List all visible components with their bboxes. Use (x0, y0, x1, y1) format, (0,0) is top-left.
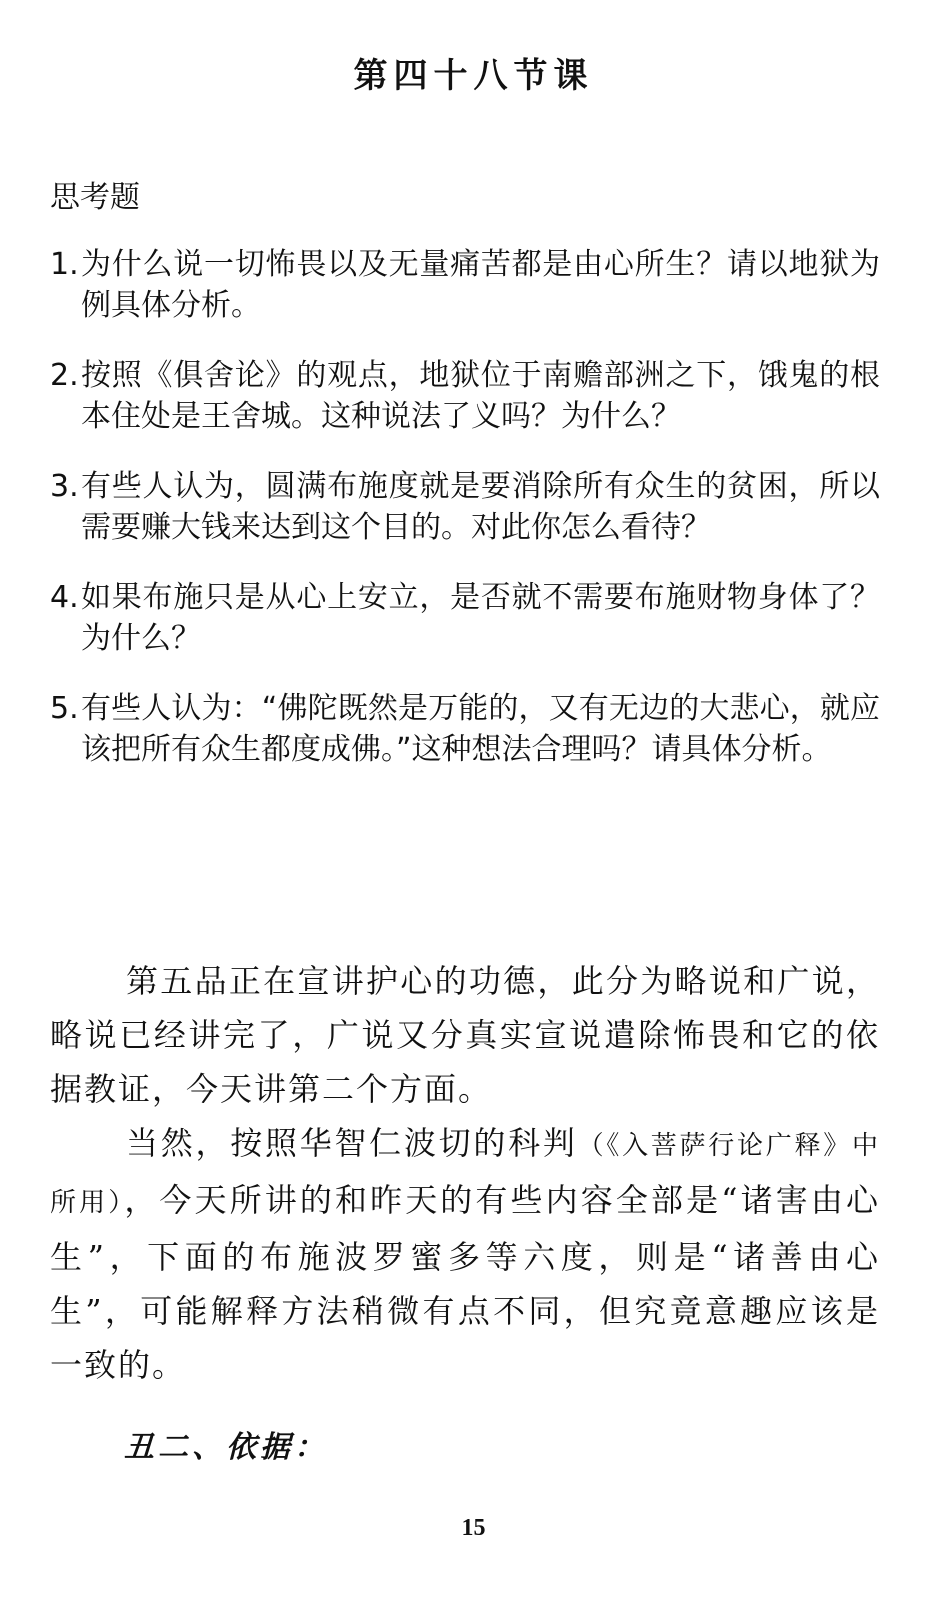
lesson-title: 第四十八节课 (353, 56, 594, 96)
question-number: 5. (50, 691, 79, 726)
question-number: 1. (50, 247, 79, 282)
questions-heading: 思考题 (50, 180, 140, 215)
question-number: 3. (50, 469, 79, 504)
body-paragraph (50, 1116, 880, 1392)
source-note: （《入菩萨行论广释》中所用） (50, 1131, 880, 1218)
questions-list (50, 244, 880, 799)
question-text: 如果布施只是从心上安立，是否就不需要布施财物身体了？为什么？ (81, 580, 880, 656)
question-item (50, 688, 880, 770)
question-text: 有些人认为：“佛陀既然是万能的，又有无边的大悲心，就应该把所有众生都度成佛。”这种想法合理吗？请具体分析。 (81, 691, 880, 767)
question-number: 2. (50, 358, 79, 393)
paragraph-text: 当然，按照华智仁波切的科判 (126, 1124, 578, 1162)
page-number: 15 (461, 1515, 486, 1541)
lecture-body (50, 954, 880, 1392)
question-item (50, 466, 880, 548)
question-item (50, 355, 880, 437)
section-subheading: 丑二、依据： (124, 1430, 328, 1465)
paragraph-text: ，今天所讲的和昨天的有些内容全部是“诸害由心生”，下面的布施波罗蜜多等六度，则是“诸善由心生”，可能解释方法稍微有点不同，但究竟意趣应该是一致的。 (50, 1181, 880, 1384)
question-text: 有些人认为，圆满布施度就是要消除所有众生的贫困，所以需要赚大钱来达到这个目的。对此你怎么看待？ (81, 469, 880, 545)
question-number: 4. (50, 580, 79, 615)
question-item (50, 244, 880, 326)
question-text: 为什么说一切怖畏以及无量痛苦都是由心所生？请以地狱为例具体分析。 (81, 247, 880, 323)
question-text: 按照《俱舍论》的观点，地狱位于南赡部洲之下，饿鬼的根本住处是王舍城。这种说法了义吗？为什么？ (81, 358, 880, 434)
question-item (50, 577, 880, 659)
body-paragraph: 第五品正在宣讲护心的功德，此分为略说和广说，略说已经讲完了，广说又分真实宣说遣除怖畏和它的依据教证，今天讲第二个方面。 (50, 962, 880, 1108)
